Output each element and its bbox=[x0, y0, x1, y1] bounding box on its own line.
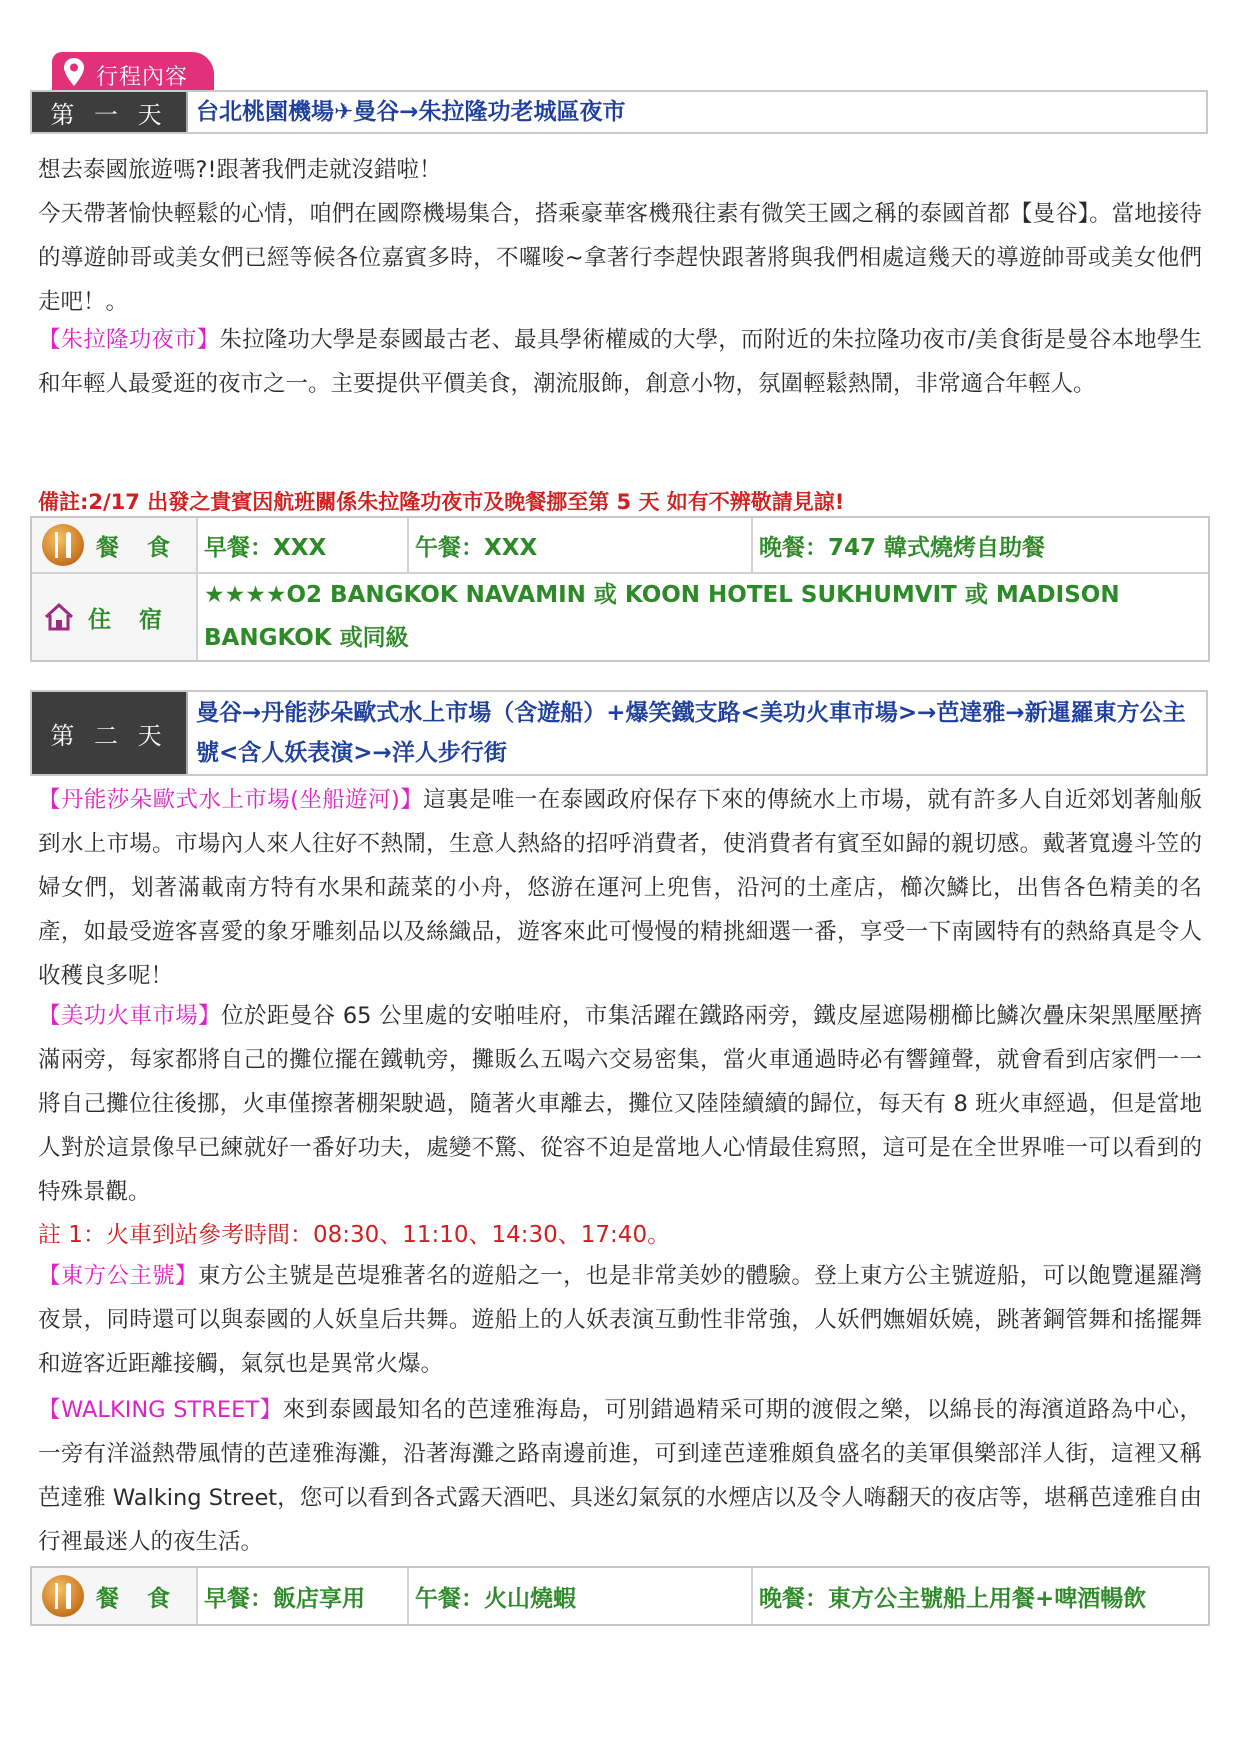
day2-title: 曼谷→丹能莎朵歐式水上市場（含遊船）+爆笑鐵支路<美功火車市場>→芭達雅→新暹羅東方公主號<含人妖表演>→洋人步行街 bbox=[196, 700, 1186, 766]
day2-meals-row bbox=[32, 1568, 1208, 1624]
day2-floating-market bbox=[38, 778, 1202, 998]
hotel-label: 住 宿 bbox=[88, 606, 173, 633]
day2-label: 第 二 天 bbox=[32, 692, 188, 774]
day2-header bbox=[30, 690, 1208, 776]
map-pin-icon bbox=[60, 56, 88, 88]
header-title: 行程內容 bbox=[96, 65, 189, 90]
breakfast-cell: 早餐：XXX bbox=[198, 518, 409, 572]
day1-intro: 想去泰國旅遊嗎?!跟著我們走就沒錯啦！ bbox=[38, 157, 442, 183]
utensils-icon bbox=[42, 1575, 84, 1617]
walking-street-text: 來到泰國最知名的芭達雅海島，可別錯過精采可期的渡假之樂，以綿長的海濱道路為中心，一旁有洋溢熱帶風情的芭達雅海灘，沿著海灘之路南邊前進，可到達芭達雅頗負盛名的美軍俱樂部洋人街，這裡又稱芭達雅 Walking Street，您可以看到各式露天酒吧、具迷幻氣氛的水煙店以及令人嗨翻天的夜店等，堪稱芭達雅自由行裡最迷人的夜生活。 bbox=[38, 1397, 1202, 1555]
day1-hotel-row bbox=[32, 574, 1208, 660]
floating-market-highlight: 【丹能莎朵歐式水上市場(坐船遊河)】 bbox=[38, 787, 424, 813]
day1-para2 bbox=[38, 318, 1202, 406]
home-icon bbox=[42, 600, 76, 634]
day1-label: 第 一 天 bbox=[32, 92, 188, 132]
orient-princess-highlight: 【東方公主號】 bbox=[38, 1263, 198, 1289]
lunch-cell: 午餐：火山燒蝦 bbox=[409, 1568, 753, 1624]
day2-walking-street bbox=[38, 1388, 1202, 1564]
train-market-highlight: 【美功火車市場】 bbox=[38, 1003, 221, 1029]
walking-street-highlight: 【WALKING STREET】 bbox=[38, 1397, 283, 1423]
day2-info-table bbox=[30, 1566, 1210, 1626]
hotel-category bbox=[32, 574, 198, 660]
orient-princess-text: 東方公主號是芭堤雅著名的遊船之一，也是非常美妙的體驗。登上東方公主號遊船，可以飽覽暹羅灣夜景，同時還可以與泰國的人妖皇后共舞。遊船上的人妖表演互動性非常強，人妖們嫵媚妖嬈，跳著鋼管舞和搖擺舞和遊客近距離接觸，氣氛也是異常火爆。 bbox=[38, 1263, 1202, 1377]
day2-orient-princess bbox=[38, 1254, 1202, 1386]
meals-label: 餐 食 bbox=[96, 534, 181, 561]
chula-market-highlight: 【朱拉隆功夜市】 bbox=[38, 327, 220, 353]
dinner-cell: 晚餐：747 韓式燒烤自助餐 bbox=[759, 534, 1046, 561]
train-market-text: 位於距曼谷 65 公里處的安啪哇府，市集活躍在鐵路兩旁，鐵皮屋遮陽棚櫛比鱗次疊床架黑壓壓擠滿兩旁，每家都將自己的攤位擺在鐵軌旁，攤販么五喝六交易密集，當火車通過時必有響鐘聲，就會看到店家們一一將自己攤位往後挪，火車僅擦著棚架駛過，隨著火車離去，攤位又陸陸續續的歸位，每天有 8 班火車經過，但是當地人對於這景像早已練就好一番好功夫，處變不驚、從容不迫是當地人心情最佳寫照，這可是在全世界唯一可以看到的特殊景觀。 bbox=[38, 1003, 1202, 1205]
hotel-cell: ★★★★O2 BANGKOK NAVAMIN 或 KOON HOTEL SUKHUMVIT 或 MADISON BANGKOK 或同級 bbox=[204, 582, 1120, 651]
day1-note: 備註:2/17 出發之貴賓因航班關係朱拉隆功夜市及晚餐挪至第 5 天 如有不辨敬請見諒! bbox=[38, 490, 845, 514]
day1-para1: 今天帶著愉快輕鬆的心情，咱們在國際機場集合，搭乘豪華客機飛往素有微笑王國之稱的泰國首都【曼谷】。當地接待的導遊帥哥或美女們已經等候各位嘉賓多時，不囉唆~拿著行李趕快跟著將與我們相處這幾天的導遊帥哥或美女他們走吧！。 bbox=[38, 201, 1202, 315]
day2-train-market bbox=[38, 994, 1202, 1214]
meals-category bbox=[32, 1568, 198, 1624]
dinner-cell: 晚餐：東方公主號船上用餐+啤酒暢飲 bbox=[759, 1585, 1147, 1612]
breakfast-cell: 早餐：飯店享用 bbox=[198, 1568, 409, 1624]
meals-label: 餐 食 bbox=[96, 1585, 181, 1612]
day1-title: 台北桃園機場✈曼谷→朱拉隆功老城區夜市 bbox=[196, 99, 626, 125]
header-tab bbox=[52, 52, 214, 94]
lunch-cell: 午餐：XXX bbox=[409, 518, 753, 572]
meals-category bbox=[32, 518, 198, 572]
floating-market-text: 這裏是唯一在泰國政府保存下來的傳統水上市場，就有許多人自近郊划著舢舨到水上市場。市場內人來人往好不熱鬧，生意人熱絡的招呼消費者，使消費者有賓至如歸的親切感。戴著寬邊斗笠的婦女們，划著滿載南方特有水果和蔬菜的小舟，悠游在運河上兜售，沿河的土產店，櫛次鱗比，出售各色精美的名產，如最受遊客喜愛的象牙雕刻品以及絲織品，遊客來此可慢慢的精挑細選一番，享受一下南國特有的熱絡真是令人收穫良多呢！ bbox=[38, 787, 1202, 989]
utensils-icon bbox=[42, 524, 84, 566]
train-times-note: 註 1：火車到站參考時間：08:30、11:10、14:30、17:40。 bbox=[38, 1222, 671, 1248]
day1-meals-row bbox=[32, 518, 1208, 574]
chula-market-text: 朱拉隆功大學是泰國最古老、最具學術權威的大學，而附近的朱拉隆功夜市/美食街是曼谷本地學生和年輕人最愛逛的夜市之一。主要提供平價美食，潮流服飾，創意小物，氛圍輕鬆熱鬧，非常適合年輕人。 bbox=[38, 327, 1202, 397]
day1-info-table bbox=[30, 516, 1210, 662]
day1-header bbox=[30, 90, 1208, 134]
